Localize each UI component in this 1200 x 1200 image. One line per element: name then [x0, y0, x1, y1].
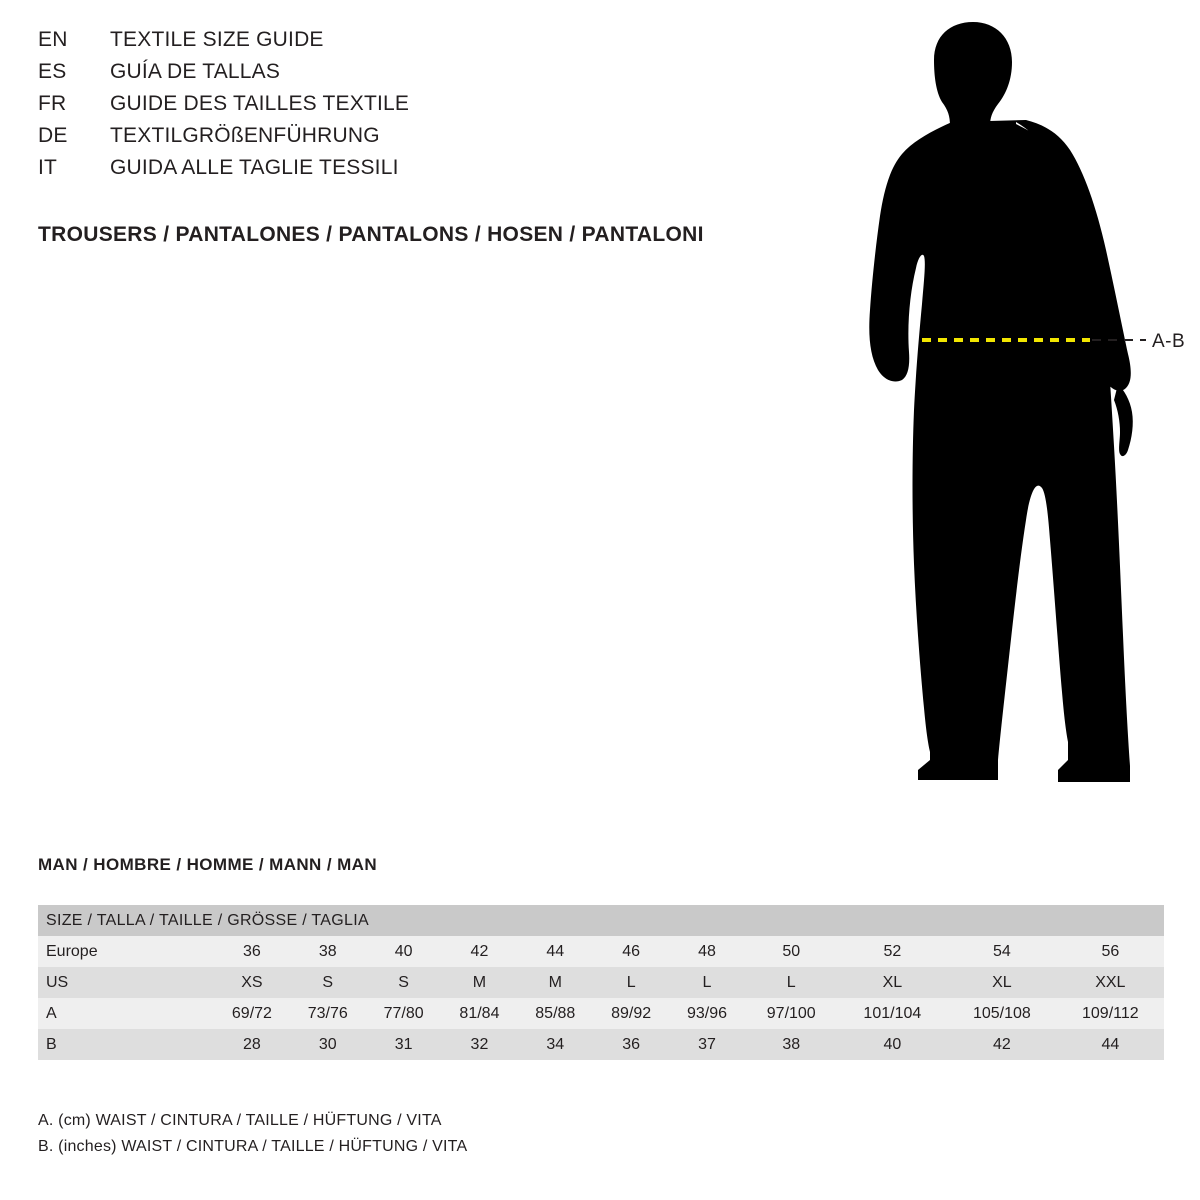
- table-cell: L: [669, 967, 745, 998]
- table-header-label: SIZE / TALLA / TAILLE / GRÖSSE / TAGLIA: [38, 905, 1164, 936]
- garment-subtitle: TROUSERS / PANTALONES / PANTALONS / HOSEN / PANTALONI: [38, 223, 704, 246]
- table-cell: 28: [214, 1029, 290, 1060]
- table-cell: 44: [517, 936, 593, 967]
- size-table: [38, 905, 1164, 1060]
- footnotes: [38, 1108, 467, 1160]
- language-title: GUÍA DE TALLAS: [110, 60, 281, 83]
- table-cell: 81/84: [442, 998, 518, 1029]
- table-cell: 85/88: [517, 998, 593, 1029]
- table-cell: 42: [947, 1029, 1057, 1060]
- table-cell: XL: [947, 967, 1057, 998]
- table-cell: L: [745, 967, 838, 998]
- language-row: [38, 124, 798, 156]
- language-row: [38, 28, 798, 60]
- table-row: [38, 936, 1164, 967]
- table-cell: S: [290, 967, 366, 998]
- language-code: EN: [38, 28, 68, 51]
- table-cell: 109/112: [1057, 998, 1164, 1029]
- table-cell: 101/104: [838, 998, 948, 1029]
- table-cell: 52: [838, 936, 948, 967]
- table-cell: 73/76: [290, 998, 366, 1029]
- table-cell: 69/72: [214, 998, 290, 1029]
- language-header-block: [38, 28, 798, 188]
- measure-label-ab: A-B: [1152, 331, 1186, 352]
- table-row: [38, 1029, 1164, 1060]
- table-header-row: [38, 905, 1164, 936]
- table-cell: 97/100: [745, 998, 838, 1029]
- table-cell: 40: [838, 1029, 948, 1060]
- table-cell: 89/92: [593, 998, 669, 1029]
- language-title: TEXTILE SIZE GUIDE: [110, 28, 324, 51]
- table-group-label: MAN / HOMBRE / HOMME / MANN / MAN: [38, 855, 378, 874]
- table-cell: 42: [442, 936, 518, 967]
- footnote-a: A. (cm) WAIST / CINTURA / TAILLE / HÜFTUNG / VITA: [38, 1112, 442, 1129]
- table-cell: 44: [1057, 1029, 1164, 1060]
- table-cell: 48: [669, 936, 745, 967]
- footnote-b: B. (inches) WAIST / CINTURA / TAILLE / HÜFTUNG / VITA: [38, 1138, 468, 1155]
- table-cell: 38: [745, 1029, 838, 1060]
- table-cell: 93/96: [669, 998, 745, 1029]
- table-cell: 30: [290, 1029, 366, 1060]
- table-cell: 37: [669, 1029, 745, 1060]
- table-cell: S: [366, 967, 442, 998]
- row-label: US: [38, 967, 214, 998]
- table-row: [38, 967, 1164, 998]
- table-cell: 46: [593, 936, 669, 967]
- table-cell: 56: [1057, 936, 1164, 967]
- language-code: ES: [38, 60, 67, 83]
- table-cell: 38: [290, 936, 366, 967]
- language-row: [38, 60, 798, 92]
- table-cell: 40: [366, 936, 442, 967]
- man-silhouette-icon: [830, 18, 1190, 808]
- table-cell: M: [442, 967, 518, 998]
- language-title: GUIDA ALLE TAGLIE TESSILI: [110, 156, 399, 179]
- table-cell: 50: [745, 936, 838, 967]
- language-code: DE: [38, 124, 68, 147]
- language-row: [38, 92, 798, 124]
- language-code: FR: [38, 92, 67, 115]
- language-row: [38, 156, 798, 188]
- table-cell: 31: [366, 1029, 442, 1060]
- table-cell: 34: [517, 1029, 593, 1060]
- table-cell: XXL: [1057, 967, 1164, 998]
- table-cell: XS: [214, 967, 290, 998]
- table-cell: 54: [947, 936, 1057, 967]
- row-label: B: [38, 1029, 214, 1060]
- table-cell: 105/108: [947, 998, 1057, 1029]
- silhouette-figure: [830, 18, 1190, 808]
- language-title: GUIDE DES TAILLES TEXTILE: [110, 92, 410, 115]
- row-label: Europe: [38, 936, 214, 967]
- language-code: IT: [38, 156, 58, 179]
- table-cell: 36: [593, 1029, 669, 1060]
- table-row: [38, 998, 1164, 1029]
- table-cell: M: [517, 967, 593, 998]
- language-title: TEXTILGRÖßENFÜHRUNG: [110, 124, 380, 147]
- row-label: A: [38, 998, 214, 1029]
- table-cell: 36: [214, 936, 290, 967]
- table-cell: 77/80: [366, 998, 442, 1029]
- table-cell: 32: [442, 1029, 518, 1060]
- table-cell: XL: [838, 967, 948, 998]
- table-cell: L: [593, 967, 669, 998]
